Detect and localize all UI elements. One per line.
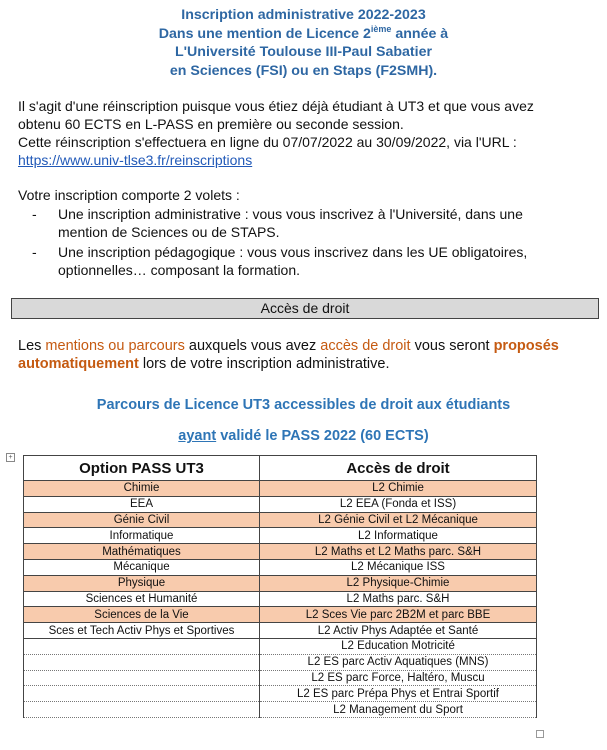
- volets-heading: Votre inscription comporte 2 volets :: [18, 187, 240, 203]
- title-line-4: en Sciences (FSI) ou en Staps (F2SMH).: [169, 62, 438, 79]
- intro-line-3: Cette réinscription s'effectuera en ligne du 07/07/2022 au 30/09/2022, via l'URL :: [18, 134, 517, 150]
- parcours-heading-line-2: [0, 427, 607, 445]
- table-row: [24, 512, 537, 528]
- table-row: [24, 702, 537, 718]
- header-acces: Accès de droit: [260, 456, 537, 481]
- cell-acces: L2 Education Motricité: [260, 638, 537, 654]
- table-row: [24, 686, 537, 702]
- acces-highlight: accès de droit: [320, 338, 411, 354]
- intro-paragraph: [18, 97, 603, 169]
- acces-highlight: mentions ou parcours: [45, 338, 185, 354]
- cell-acces: L2 ES parc Prépa Phys et Entrai Sportif: [260, 686, 537, 702]
- acces-highlight-bold: automatiquement: [18, 356, 139, 372]
- parcours-heading-underlined: ayant: [178, 428, 217, 444]
- acces-text: Les: [18, 338, 46, 354]
- cell-acces: L2 Management du Sport: [260, 702, 537, 718]
- table-row: [24, 481, 537, 497]
- table-row: [24, 528, 537, 544]
- acces-text: lors de votre inscription administrative.: [138, 356, 390, 372]
- title-superscript: ième: [370, 23, 392, 34]
- acces-de-droit-banner: Accès de droit: [11, 298, 599, 319]
- table-row: [24, 638, 537, 654]
- cell-option: EEA: [24, 496, 260, 512]
- cell-option: Mécanique: [24, 559, 260, 575]
- parcours-heading-rest: validé le PASS 2022 (60 ECTS): [216, 428, 429, 444]
- cell-acces: L2 EEA (Fonda et ISS): [260, 496, 537, 512]
- cell-option: Sciences et Humanité: [24, 591, 260, 607]
- table-row: [24, 654, 537, 670]
- list-item-line: optionnelles… composant la formation.: [58, 262, 301, 278]
- cell-acces: L2 ES parc Activ Aquatiques (MNS): [260, 654, 537, 670]
- cell-acces: L2 Informatique: [260, 528, 537, 544]
- document-title: [0, 6, 607, 80]
- title-line-2: [0, 25, 607, 44]
- header-option: Option PASS UT3: [24, 456, 260, 481]
- title-line-3: L'Université Toulouse III-Paul Sabatier: [175, 44, 432, 60]
- table-row: [24, 670, 537, 686]
- table-row: [24, 591, 537, 607]
- cell-option: Chimie: [24, 481, 260, 497]
- list-item: [32, 243, 600, 279]
- cell-acces: L2 Sces Vie parc 2B2M et parc BBE: [260, 607, 537, 623]
- bullet-dash: -: [32, 244, 37, 260]
- parcours-heading-line-1: Parcours de Licence UT3 accessibles de droit aux étudiants: [96, 397, 511, 413]
- cell-option: [24, 654, 260, 670]
- cell-option: Mathématiques: [24, 544, 260, 560]
- cell-option: [24, 702, 260, 718]
- table-row: [24, 575, 537, 591]
- cell-option: Génie Civil: [24, 512, 260, 528]
- table-row: [24, 559, 537, 575]
- table-row: [24, 607, 537, 623]
- cell-acces: L2 ES parc Force, Haltéro, Muscu: [260, 670, 537, 686]
- acces-paragraph: [18, 337, 603, 373]
- bullet-dash: -: [32, 206, 37, 222]
- acces-text: auxquels vous avez: [184, 338, 321, 354]
- list-item-line: Une inscription administrative : vous vous inscrivez à l'Université, dans une: [58, 206, 523, 222]
- cell-option: Informatique: [24, 528, 260, 544]
- cell-acces: L2 Maths parc. S&H: [260, 591, 537, 607]
- intro-line-1: Il s'agit d'une réinscription puisque vous étiez déjà étudiant à UT3 et que vous avez: [18, 98, 534, 114]
- table-move-handle[interactable]: +: [6, 453, 15, 462]
- cell-acces: L2 Activ Phys Adaptée et Santé: [260, 623, 537, 639]
- title-line-1: Inscription administrative 2022-2023: [181, 7, 426, 23]
- cell-option: Sciences de la Vie: [24, 607, 260, 623]
- parcours-table: [23, 455, 537, 718]
- cell-option: Physique: [24, 575, 260, 591]
- title-line-2-text: Dans une mention de Licence 2: [158, 25, 371, 42]
- cell-option: [24, 638, 260, 654]
- table-row: [24, 496, 537, 512]
- acces-highlight-bold: proposés: [493, 338, 559, 354]
- cell-option: [24, 670, 260, 686]
- cell-option: [24, 686, 260, 702]
- title-line-2-end: année à: [391, 25, 449, 42]
- cell-acces: L2 Chimie: [260, 481, 537, 497]
- table-resize-handle[interactable]: [536, 730, 544, 738]
- cell-option: Sces et Tech Activ Phys et Sportives: [24, 623, 260, 639]
- cell-acces: L2 Physique-Chimie: [260, 575, 537, 591]
- acces-text: vous seront: [410, 338, 494, 354]
- list-item: [32, 205, 600, 241]
- reinscriptions-link[interactable]: https://www.univ-tlse3.fr/reinscriptions: [18, 152, 253, 168]
- table-row: [24, 544, 537, 560]
- list-item-line: Une inscription pédagogique : vous vous inscrivez dans les UE obligatoires,: [58, 244, 528, 260]
- table-row: [24, 623, 537, 639]
- cell-acces: L2 Génie Civil et L2 Mécanique: [260, 512, 537, 528]
- intro-line-2: obtenu 60 ECTS en L-PASS en première ou seconde session.: [18, 116, 404, 132]
- cell-acces[interactable]: L2 Mécanique ISS: [260, 559, 537, 575]
- cell-acces: L2 Maths et L2 Maths parc. S&H: [260, 544, 537, 560]
- volets-list: [32, 205, 600, 281]
- table-header-row: [24, 456, 537, 481]
- list-item-line: mention de Sciences ou de STAPS.: [58, 224, 280, 240]
